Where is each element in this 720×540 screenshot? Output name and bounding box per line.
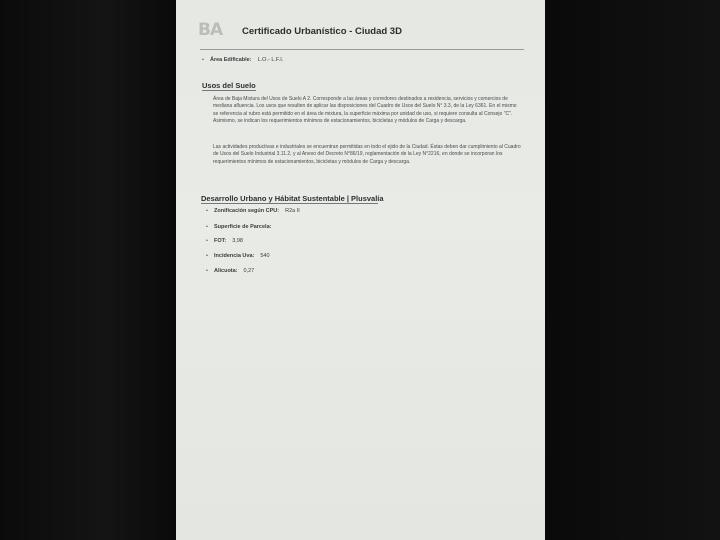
area-edificable-label: Área Edificable: — [210, 57, 252, 63]
title-divider — [200, 49, 524, 50]
incidencia-label: Incidencia Uva: — [214, 253, 255, 259]
zonificacion-row — [206, 208, 300, 214]
area-edificable-row — [202, 57, 283, 63]
bullet-icon: • — [206, 268, 208, 274]
alicuota-label: Alicuota: — [214, 268, 238, 274]
superficie-row — [206, 224, 277, 230]
alicuota-row — [206, 268, 254, 274]
document-page — [176, 0, 545, 540]
ba-logo: BA — [198, 20, 223, 40]
usos-paragraph-1: Área de Baja Mixtura del Usos de Suelo A 2. Corresponde a las áreas y corredores destinados a residencia, servicios y comercios de mediana afluencia. Los usos que resulten de aplicar las disposiciones del Cuadro de Usos del Suelo N° 3.3, de la Ley 6361. En el mismo se referencia al rubro está permitido en el área de mixtura, la superficie máxima por unidad de uso, si requiere consulta al Consejo "C". Asimismo, se indican los requerimientos mínimos de estacionamientos, bicicletas y módulos de Carga y descarga. — [213, 96, 517, 125]
superficie-label: Superficie de Parcela: — [214, 224, 272, 230]
usos-heading-underline — [202, 90, 256, 91]
bullet-icon: • — [206, 238, 208, 244]
area-edificable-value: L.O.- L.F.I. — [257, 57, 284, 63]
incidencia-row — [206, 253, 270, 259]
bullet-icon: • — [206, 208, 208, 214]
alicuota-value: 0,27 — [243, 268, 255, 274]
fot-label: FOT: — [214, 238, 227, 244]
fot-value: 3,98 — [232, 238, 243, 244]
zonificacion-label: Zonificación según CPU: — [214, 208, 280, 214]
incidencia-value: 540 — [260, 253, 270, 259]
desarrollo-heading: Desarrollo Urbano y Hábitat Sustentable | Plusvalía — [201, 194, 384, 203]
table-background-left — [0, 0, 176, 540]
document-title: Certificado Urbanístico - Ciudad 3D — [242, 26, 402, 37]
bullet-icon: • — [202, 57, 204, 63]
usos-del-suelo-heading: Usos del Suelo — [202, 81, 256, 90]
fot-row — [206, 238, 243, 244]
desarrollo-heading-underline — [201, 203, 378, 204]
bullet-icon: • — [206, 224, 208, 230]
bullet-icon: • — [206, 253, 208, 259]
table-background-right — [545, 0, 720, 540]
zonificacion-value: R2a II — [285, 208, 300, 214]
usos-paragraph-2: Las actividades productivas e industriales se encuentran permitidas en todo el ejido de la Ciudad. Éstas deben dar cumplimiento al Cuadro de Usos del Suelo Industrial 3.11.2, y al Anexo del Decreto N°86/19, reglamentación de la Ley N°2216, en donde se incorporan los requerimientos mínimos de estacionamientos, bicicletas y módulos de Carga y descarga. — [213, 144, 521, 165]
